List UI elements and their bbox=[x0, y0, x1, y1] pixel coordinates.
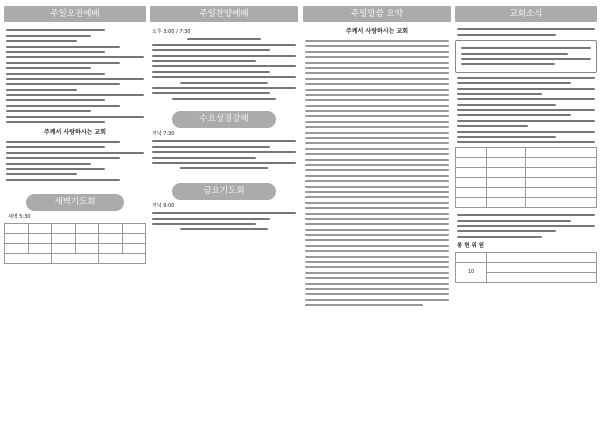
table-cell bbox=[52, 254, 99, 264]
text-line bbox=[152, 162, 296, 164]
text-line bbox=[305, 277, 449, 279]
text-line bbox=[152, 49, 270, 51]
text-line bbox=[6, 152, 144, 154]
praise-time-text: 오후 3:00 / 7:30 bbox=[152, 29, 191, 35]
notice-box bbox=[455, 40, 597, 73]
text-line bbox=[187, 38, 261, 40]
text-line bbox=[6, 29, 105, 31]
praise-time bbox=[152, 28, 294, 35]
table-cell bbox=[456, 167, 487, 177]
sermon-title: 주께서 사랑하시는 교회 bbox=[345, 28, 409, 35]
text-line bbox=[152, 146, 270, 148]
text-line bbox=[457, 28, 595, 30]
table-cell bbox=[526, 187, 597, 197]
text-line bbox=[152, 140, 296, 142]
table-row bbox=[456, 187, 597, 197]
text-line bbox=[172, 98, 276, 100]
table-cell bbox=[5, 224, 29, 234]
table-cell bbox=[52, 224, 76, 234]
text-line bbox=[6, 157, 120, 159]
text-line bbox=[305, 164, 449, 166]
text-line bbox=[457, 109, 595, 111]
column-sermon-summary bbox=[303, 6, 451, 310]
table-cell bbox=[52, 234, 76, 244]
table-row bbox=[456, 147, 597, 157]
text-line bbox=[6, 146, 105, 148]
table-cell bbox=[456, 187, 487, 197]
text-line bbox=[152, 157, 256, 159]
text-line bbox=[305, 202, 449, 204]
table-cell bbox=[122, 244, 146, 254]
text-line bbox=[6, 99, 105, 101]
table-cell bbox=[487, 167, 526, 177]
text-line bbox=[305, 105, 449, 107]
text-line bbox=[305, 56, 449, 58]
text-line bbox=[305, 299, 449, 301]
text-line bbox=[457, 214, 595, 216]
text-line bbox=[305, 121, 449, 123]
text-line bbox=[305, 191, 449, 193]
text-line bbox=[6, 62, 120, 64]
text-line bbox=[305, 234, 449, 236]
text-line bbox=[180, 82, 269, 84]
text-line bbox=[305, 223, 449, 225]
section-heading-dawn-prayer: 새벽기도회 bbox=[26, 194, 124, 211]
table-cell bbox=[456, 253, 487, 263]
text-line bbox=[457, 82, 571, 84]
table-cell bbox=[75, 234, 99, 244]
table-cell bbox=[526, 157, 597, 167]
friday-time bbox=[152, 202, 294, 209]
text-line bbox=[305, 213, 449, 215]
text-line bbox=[6, 94, 144, 96]
table-cell bbox=[99, 234, 123, 244]
text-line bbox=[152, 44, 296, 46]
text-line bbox=[305, 67, 449, 69]
text-line bbox=[305, 175, 449, 177]
text-line bbox=[457, 136, 556, 138]
text-line bbox=[305, 99, 449, 101]
table-row bbox=[456, 167, 597, 177]
text-line bbox=[457, 230, 556, 232]
text-line bbox=[152, 151, 296, 153]
text-line bbox=[457, 104, 556, 106]
text-line bbox=[6, 46, 120, 48]
text-line bbox=[6, 73, 105, 75]
text-line bbox=[6, 67, 91, 69]
text-line bbox=[6, 78, 144, 80]
table-cell bbox=[28, 244, 52, 254]
table-cell bbox=[28, 234, 52, 244]
text-line bbox=[6, 179, 120, 181]
text-line bbox=[461, 53, 568, 55]
text-line bbox=[305, 180, 449, 182]
prayer-meta bbox=[8, 213, 142, 220]
column-sunday-morning bbox=[4, 6, 146, 264]
text-line bbox=[461, 63, 555, 65]
text-line bbox=[305, 283, 449, 285]
table-cell bbox=[75, 244, 99, 254]
text-line bbox=[457, 120, 595, 122]
text-line bbox=[305, 196, 449, 198]
text-line bbox=[305, 78, 449, 80]
table-cell bbox=[5, 244, 29, 254]
table-row bbox=[5, 244, 146, 254]
offering-table bbox=[455, 252, 597, 283]
text-line bbox=[6, 83, 120, 85]
wednesday-time-text: 저녁 7:30 bbox=[152, 131, 175, 138]
table-cell bbox=[456, 157, 487, 167]
section-heading-morning-worship: 주일오전예배 bbox=[4, 6, 146, 22]
sermon-heading-morning: 주께서 사랑하시는 교회 bbox=[43, 129, 107, 137]
text-line bbox=[305, 207, 449, 209]
text-line bbox=[305, 218, 449, 220]
section-heading-wednesday: 수요성경강해 bbox=[172, 111, 276, 128]
table-cell bbox=[456, 197, 487, 207]
table-cell bbox=[487, 187, 526, 197]
text-line bbox=[305, 293, 449, 295]
section-heading-praise-worship: 주일찬양예배 bbox=[150, 6, 298, 22]
text-line bbox=[305, 153, 449, 155]
text-line bbox=[6, 105, 120, 107]
text-line bbox=[152, 212, 296, 214]
text-line bbox=[152, 92, 270, 94]
text-line bbox=[305, 288, 449, 290]
offering-label: 봉 헌 위 원 bbox=[457, 243, 484, 250]
text-line bbox=[152, 76, 296, 78]
text-line bbox=[461, 47, 591, 49]
text-line bbox=[457, 125, 528, 127]
table-cell bbox=[487, 197, 526, 207]
text-line bbox=[305, 137, 449, 139]
table-row bbox=[5, 234, 146, 244]
text-line bbox=[6, 163, 91, 165]
table-cell bbox=[526, 197, 597, 207]
table-cell bbox=[99, 244, 123, 254]
table-row bbox=[5, 254, 146, 264]
text-line bbox=[461, 58, 591, 60]
text-line bbox=[305, 159, 449, 161]
text-line bbox=[305, 45, 449, 47]
table-cell: 10 bbox=[456, 263, 487, 283]
table-cell bbox=[5, 254, 52, 264]
table-cell bbox=[487, 177, 526, 187]
text-line bbox=[152, 55, 296, 57]
table-cell bbox=[487, 147, 526, 157]
text-line bbox=[6, 35, 91, 37]
column-sunday-praise bbox=[150, 6, 298, 234]
text-line bbox=[305, 132, 449, 134]
text-line bbox=[305, 115, 449, 117]
text-line bbox=[457, 114, 571, 116]
text-line bbox=[305, 239, 449, 241]
text-line bbox=[457, 131, 595, 133]
text-line bbox=[152, 218, 270, 220]
text-line bbox=[305, 186, 449, 188]
table-cell bbox=[28, 224, 52, 234]
column-church-news bbox=[455, 6, 597, 283]
schedule-table bbox=[455, 147, 597, 208]
text-line bbox=[180, 228, 269, 230]
text-line bbox=[6, 121, 105, 123]
table-row bbox=[456, 157, 597, 167]
text-line bbox=[305, 250, 449, 252]
table-cell bbox=[122, 234, 146, 244]
text-line bbox=[6, 40, 77, 42]
text-line bbox=[457, 141, 595, 143]
section-heading-church-news: 교회소식 bbox=[455, 6, 597, 22]
text-line bbox=[305, 256, 449, 258]
table-row bbox=[456, 263, 597, 273]
text-line bbox=[305, 261, 449, 263]
table-cell bbox=[52, 244, 76, 254]
text-line bbox=[305, 304, 423, 306]
text-line bbox=[305, 142, 449, 144]
table-cell bbox=[5, 234, 29, 244]
text-line bbox=[6, 168, 105, 170]
text-line bbox=[305, 148, 449, 150]
text-line bbox=[457, 225, 595, 227]
table-row bbox=[456, 177, 597, 187]
text-line bbox=[305, 272, 449, 274]
text-line bbox=[457, 236, 542, 238]
table-row bbox=[456, 197, 597, 207]
text-line bbox=[457, 88, 595, 90]
table-cell bbox=[75, 224, 99, 234]
table-row bbox=[456, 253, 597, 263]
prayer-time: 새벽 5:30 bbox=[8, 214, 31, 221]
table-cell bbox=[122, 224, 146, 234]
text-line bbox=[305, 51, 449, 53]
table-cell bbox=[487, 263, 597, 273]
text-line bbox=[305, 89, 449, 91]
table-cell bbox=[456, 177, 487, 187]
text-line bbox=[6, 141, 120, 143]
text-line bbox=[457, 93, 542, 95]
text-line bbox=[305, 266, 449, 268]
text-line bbox=[152, 223, 256, 225]
section-heading-sermon-summary: 주일말씀 요약 bbox=[303, 6, 451, 22]
text-line bbox=[305, 245, 449, 247]
table-cell bbox=[456, 147, 487, 157]
text-line bbox=[6, 116, 144, 118]
table-cell bbox=[487, 253, 597, 263]
table-cell bbox=[526, 177, 597, 187]
text-line bbox=[305, 229, 449, 231]
text-line bbox=[457, 98, 595, 100]
prayer-table bbox=[4, 223, 146, 264]
text-line bbox=[457, 77, 595, 79]
table-row bbox=[5, 224, 146, 234]
text-line bbox=[305, 94, 449, 96]
text-line bbox=[152, 60, 256, 62]
text-line bbox=[305, 126, 449, 128]
table-cell bbox=[487, 273, 597, 283]
table-cell bbox=[526, 147, 597, 157]
text-line bbox=[305, 72, 449, 74]
text-line bbox=[6, 56, 144, 58]
text-line bbox=[305, 169, 449, 171]
text-line bbox=[305, 40, 449, 42]
text-line bbox=[180, 167, 269, 169]
text-line bbox=[152, 65, 296, 67]
text-line bbox=[457, 34, 556, 36]
text-line bbox=[305, 62, 449, 64]
text-line bbox=[6, 89, 77, 91]
table-cell bbox=[487, 157, 526, 167]
wednesday-time bbox=[152, 130, 294, 137]
text-line bbox=[6, 173, 77, 175]
text-line bbox=[305, 83, 449, 85]
table-cell bbox=[99, 224, 123, 234]
friday-time-text: 저녁 9:00 bbox=[152, 202, 175, 209]
text-line bbox=[457, 220, 571, 222]
text-line bbox=[152, 71, 270, 73]
text-line bbox=[152, 87, 296, 89]
text-line bbox=[6, 110, 91, 112]
table-cell bbox=[526, 167, 597, 177]
text-line bbox=[6, 51, 105, 53]
section-heading-friday: 금요기도회 bbox=[172, 183, 276, 200]
table-cell bbox=[99, 254, 146, 264]
text-line bbox=[305, 110, 449, 112]
